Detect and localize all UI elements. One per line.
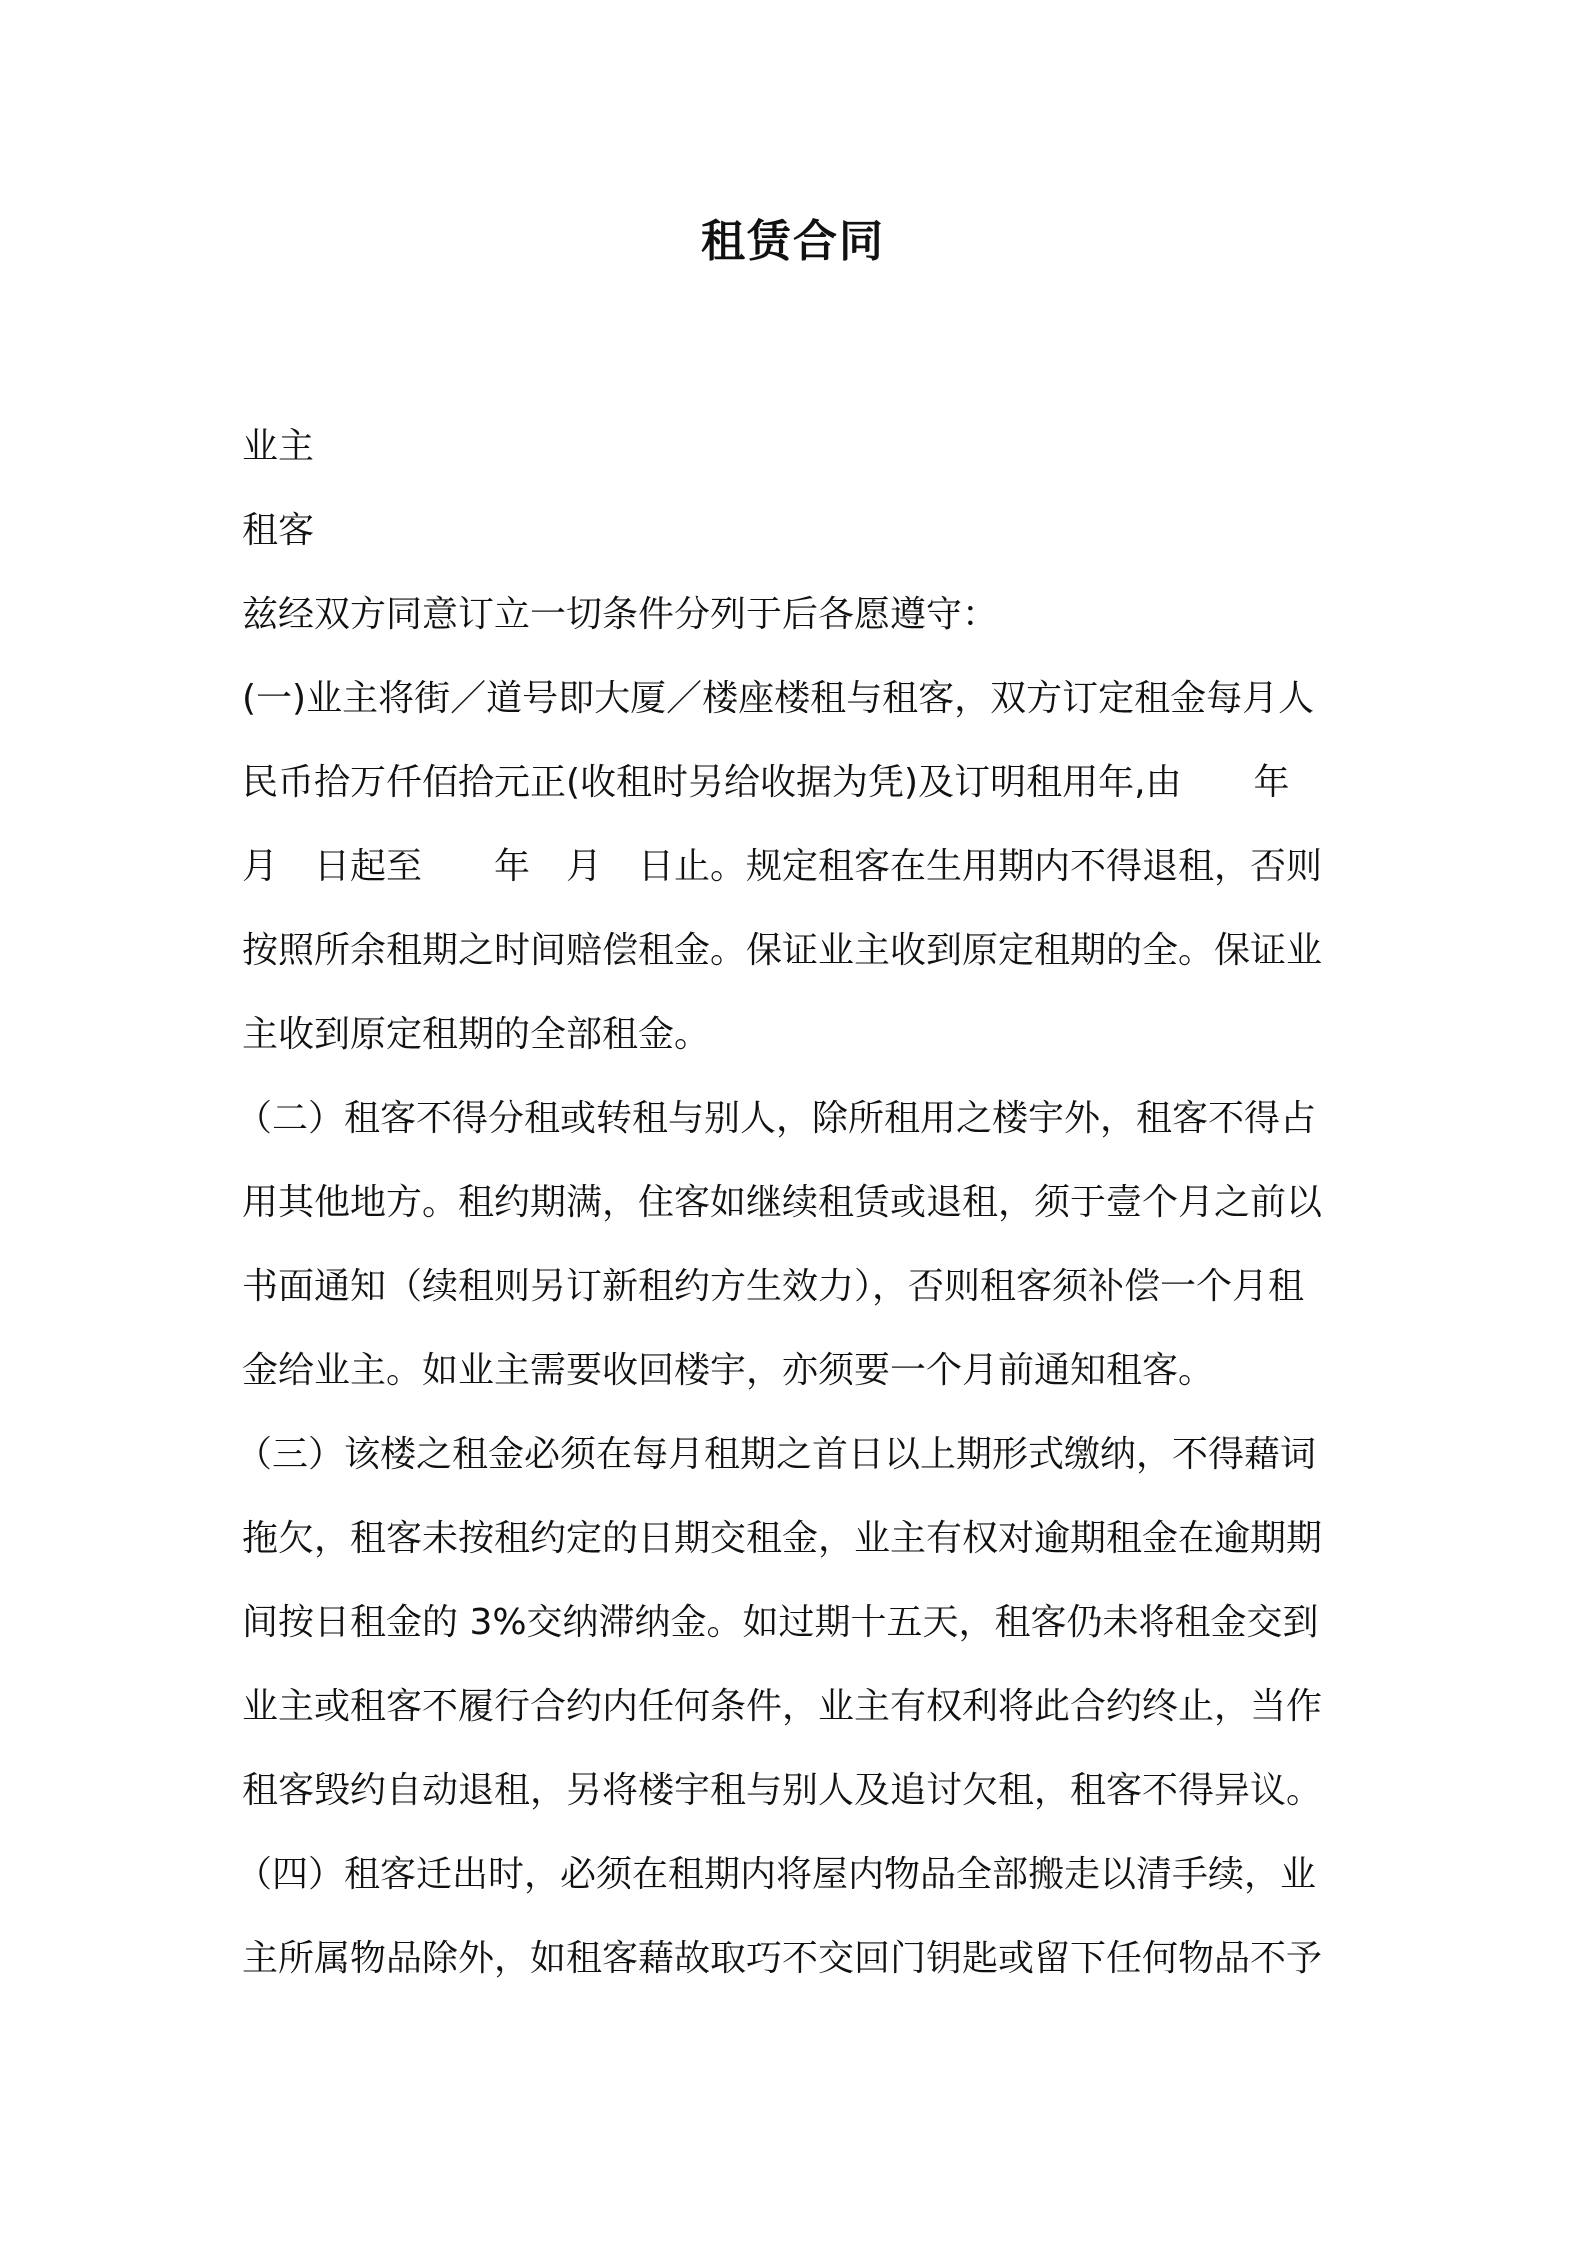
clause-1-line-3: 月 日起至 年 月 日止。规定租客在生用期内不得退租，否则	[242, 846, 1323, 887]
clause-3-line-5: 租客毁约自动退租，另将楼宇租与别人及追讨欠租，租客不得异议。	[242, 1770, 1323, 1811]
clause-4-line-1: （四）租客迁出时，必须在租期内将屋内物品全部搬走以清手续，业	[236, 1854, 1317, 1895]
clause-1-line-4: 按照所余租期之时间赔偿租金。保证业主收到原定租期的全。保证业	[242, 930, 1323, 971]
clause-2-line-4: 金给业主。如业主需要收回楼宇，亦须要一个月前通知租客。	[242, 1350, 1215, 1391]
party-landlord-line: 业主	[242, 426, 315, 467]
document-title: 租赁合同	[701, 216, 885, 267]
clause-2-line-1: （二）租客不得分租或转租与别人，除所租用之楼宇外，租客不得占	[236, 1098, 1317, 1139]
clause-3-line-3: 间按日租金的 3%交纳滞纳金。如过期十五天，租客仍未将租金交到	[242, 1602, 1319, 1643]
clause-4-line-2: 主所属物品除外，如租客藉故取巧不交回门钥匙或留下任何物品不予	[242, 1938, 1323, 1979]
clause-1-line-5: 主收到原定租期的全部租金。	[242, 1014, 711, 1055]
clause-3-line-1: （三）该楼之租金必须在每月租期之首日以上期形式缴纳，不得藉词	[236, 1434, 1317, 1475]
party-tenant-line: 租客	[242, 510, 315, 551]
agreement-intro-line: 兹经双方同意订立一切条件分列于后各愿遵守：	[242, 594, 999, 635]
clause-1-line-1: (一)业主将街／道号即大厦／楼座楼租与租客，双方订定租金每月人	[242, 678, 1315, 719]
document-body	[236, 405, 1362, 2001]
clause-1-line-2: 民币拾万仟佰拾元正(收租时另给收据为凭)及订明租用年,由 年	[242, 762, 1290, 803]
clause-3-line-4: 业主或租客不履行合约内任何条件，业主有权利将此合约终止，当作	[242, 1686, 1323, 1727]
clause-2-line-3: 书面通知（续租则另订新租约方生效力），否则租客须补偿一个月租	[242, 1266, 1305, 1307]
clause-2-line-2: 用其他地方。租约期满，住客如继续租赁或退租，须于壹个月之前以	[242, 1182, 1323, 1223]
clause-3-line-2: 拖欠，租客未按租约定的日期交租金，业主有权对逾期租金在逾期期	[242, 1518, 1323, 1559]
